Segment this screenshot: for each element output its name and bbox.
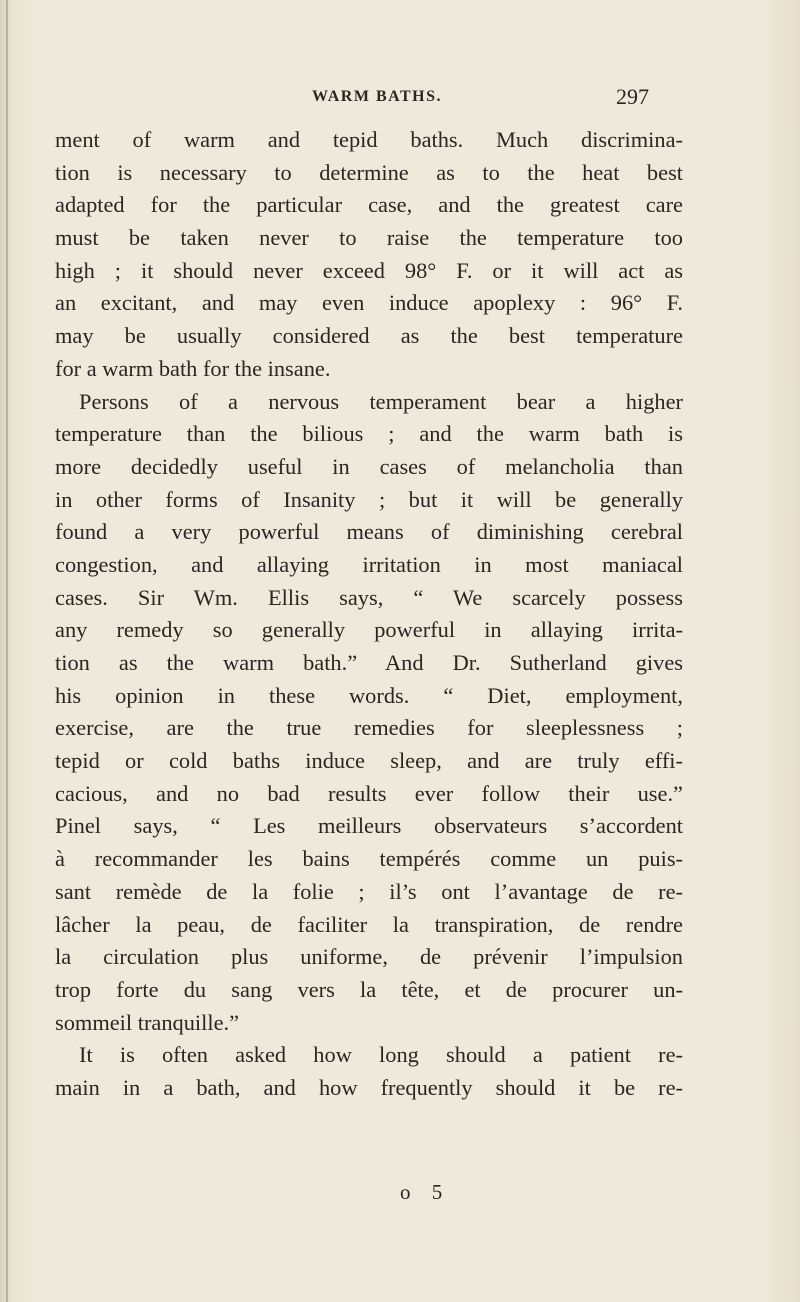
text-line: temperature than the bilious ; and the warm bath is <box>55 421 683 447</box>
page-header <box>0 84 800 114</box>
text-line: must be taken never to raise the temperature too <box>55 225 683 251</box>
text-line: à recommander les bains tempérés comme un puis- <box>55 846 683 872</box>
binding-gutter <box>6 0 8 1302</box>
text-line: congestion, and allaying irritation in most maniacal <box>55 551 683 577</box>
text-line: tion as the warm bath.” And Dr. Sutherland gives <box>55 650 683 675</box>
text-line: his opinion in these words. “ Diet, employment, <box>55 682 683 708</box>
text-line: la circulation plus uniforme, de prévenir l’impulsion <box>55 944 683 970</box>
text-line: more decidedly useful in cases of melancholia than <box>55 453 683 479</box>
text-line: tion is necessary to determine as to the heat best <box>55 159 683 185</box>
text-line: in other forms of Insanity ; but it will be generally <box>55 486 683 512</box>
text-line: any remedy so generally powerful in allaying irrita- <box>55 617 683 643</box>
signature-mark: o 5 <box>400 1180 451 1204</box>
text-line: It is often asked how long should a patient re- <box>79 1042 683 1068</box>
text-line: an excitant, and may even induce apoplexy : 96° F. <box>55 290 683 316</box>
text-line: tepid or cold baths induce sleep, and are truly effi- <box>55 748 683 774</box>
text-line: cases. Sir Wm. Ellis says, “ We scarcely possess <box>55 584 683 610</box>
text-line: exercise, are the true remedies for sleeplessness ; <box>55 715 683 741</box>
text-line: may be usually considered as the best temperature <box>55 323 683 349</box>
text-line: Persons of a nervous temperament bear a higher <box>79 388 683 414</box>
text-line: main in a bath, and how frequently should it be re- <box>55 1074 683 1100</box>
text-line: ment of warm and tepid baths. Much discrimina- <box>55 127 683 152</box>
text-line: trop forte du sang vers la tête, et de procurer un- <box>55 976 683 1002</box>
text-line: lâcher la peau, de faciliter la transpiration, de rendre <box>55 911 683 937</box>
page-number: 297 <box>616 84 649 109</box>
text-line: for a warm bath for the insane. <box>55 355 331 381</box>
body-text <box>55 124 683 1105</box>
text-line: found a very powerful means of diminishing cerebral <box>55 519 683 545</box>
text-line: Pinel says, “ Les meilleurs observateurs s’accordent <box>55 813 683 839</box>
text-line: sommeil tranquille.” <box>55 1009 240 1035</box>
text-line: adapted for the particular case, and the greatest care <box>55 192 683 218</box>
running-head: WARM BATHS. <box>312 88 442 105</box>
text-line: sant remède de la folie ; il’s ont l’avantage de re- <box>55 878 683 904</box>
text-line: cacious, and no bad results ever follow their use.” <box>55 780 683 806</box>
text-line: high ; it should never exceed 98° F. or it will act as <box>55 257 683 283</box>
